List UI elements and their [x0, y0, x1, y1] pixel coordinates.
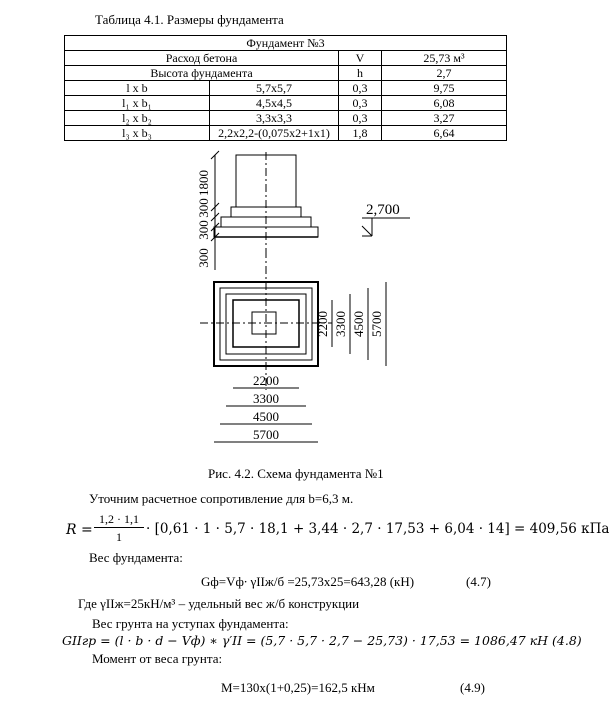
plan-dim-bottom-3300: 3300 [253, 391, 279, 406]
dim-300-a: 300 [196, 198, 211, 218]
formula-r-numerator: 1,2 · 1,1 [94, 512, 144, 528]
table-cell: h [339, 66, 382, 81]
formula-m: M=130x(1+0,25)=162,5 кНм [221, 680, 375, 695]
table-caption: Таблица 4.1. Размеры фундамента [95, 12, 284, 27]
table-cell: l₃ x b₃ [65, 126, 210, 141]
table-title: Фундамент №3 [65, 36, 507, 51]
table-cell: l x b [65, 81, 210, 96]
formula-r-rest: · [0,61 · 1 · 5,7 · 18,1 + 3,44 · 2,7 · 17,53 + 6,04 · 14] = 409,56 кПа [146, 521, 609, 537]
plan-dim-right-2200: 2200 [315, 311, 330, 337]
formula-r-lhs: R = [66, 522, 93, 538]
table-cell: V [339, 51, 382, 66]
table-cell: 6,08 [382, 96, 507, 111]
elevation-dims [211, 151, 219, 270]
table-cell: 9,75 [382, 81, 507, 96]
table-cell: 0,3 [339, 111, 382, 126]
level-mark [362, 218, 410, 236]
equation-number-4-9: (4.9) [460, 680, 485, 695]
table-cell: l₁ x b₁ [65, 96, 210, 111]
level-mark-label: 2,700 [366, 202, 400, 218]
table-cell: 3,27 [382, 111, 507, 126]
plan-dim-bottom-2200: 2200 [253, 373, 279, 388]
table-cell: 1,8 [339, 126, 382, 141]
table-cell: 0,3 [339, 96, 382, 111]
dim-1800: 1800 [196, 170, 211, 196]
formula-g2: GIIгр = (l · b · d − Vф) ∗ γ′II = (5,7 · 5,7 · 2,7 − 25,73) · 17,53 = 1086,47 кН (4.8) [62, 633, 582, 648]
formula-r-denominator: 1 [116, 530, 122, 544]
formula-r [66, 512, 609, 546]
table-cell: 5,7x5,7 [210, 81, 339, 96]
plan-dim-right-3300: 3300 [333, 311, 348, 337]
paragraph-1: Уточним расчетное сопротивление для b=6,3 м. [89, 491, 354, 506]
plan-dim-bottom-4500: 4500 [253, 409, 279, 424]
table-cell: Расход бетона [65, 51, 339, 66]
foundation-drawing [0, 150, 543, 460]
equation-number-4-7: (4.7) [466, 574, 491, 589]
formula-gf: Gф=Vф∙ γIIж/б =25,73x25=643,28 (кН) [201, 574, 415, 589]
table-cell: 4,5x4,5 [210, 96, 339, 111]
table-cell: 3,3x3,3 [210, 111, 339, 126]
paragraph-3: Где γIIж=25кН/м³ – удельный вес ж/б конструкции [78, 596, 360, 611]
table-cell: 25,73 м³ [382, 51, 507, 66]
dim-300-c: 300 [196, 248, 211, 268]
plan-dim-bottom-5700: 5700 [253, 427, 279, 442]
foundation-elevation [214, 152, 318, 250]
paragraph-5: Момент от веса грунта: [92, 651, 223, 666]
table-cell: l₂ x b₂ [65, 111, 210, 126]
table-cell: 0,3 [339, 81, 382, 96]
plan-dim-right-4500: 4500 [351, 311, 366, 337]
foundation-plan [200, 250, 332, 390]
table-cell: 2,7 [382, 66, 507, 81]
foundation-table [64, 35, 507, 141]
figure-caption: Рис. 4.2. Схема фундамента №1 [208, 466, 384, 481]
dim-300-b: 300 [196, 220, 211, 240]
plan-dim-right-5700: 5700 [369, 311, 384, 337]
table-cell: 2,2x2,2-(0,075x2+1x1) [210, 126, 339, 141]
paragraph-4: Вес грунта на уступах фундамента: [92, 616, 289, 631]
table-cell: 6,64 [382, 126, 507, 141]
paragraph-2: Вес фундамента: [89, 550, 183, 565]
table-cell: Высота фундамента [65, 66, 339, 81]
